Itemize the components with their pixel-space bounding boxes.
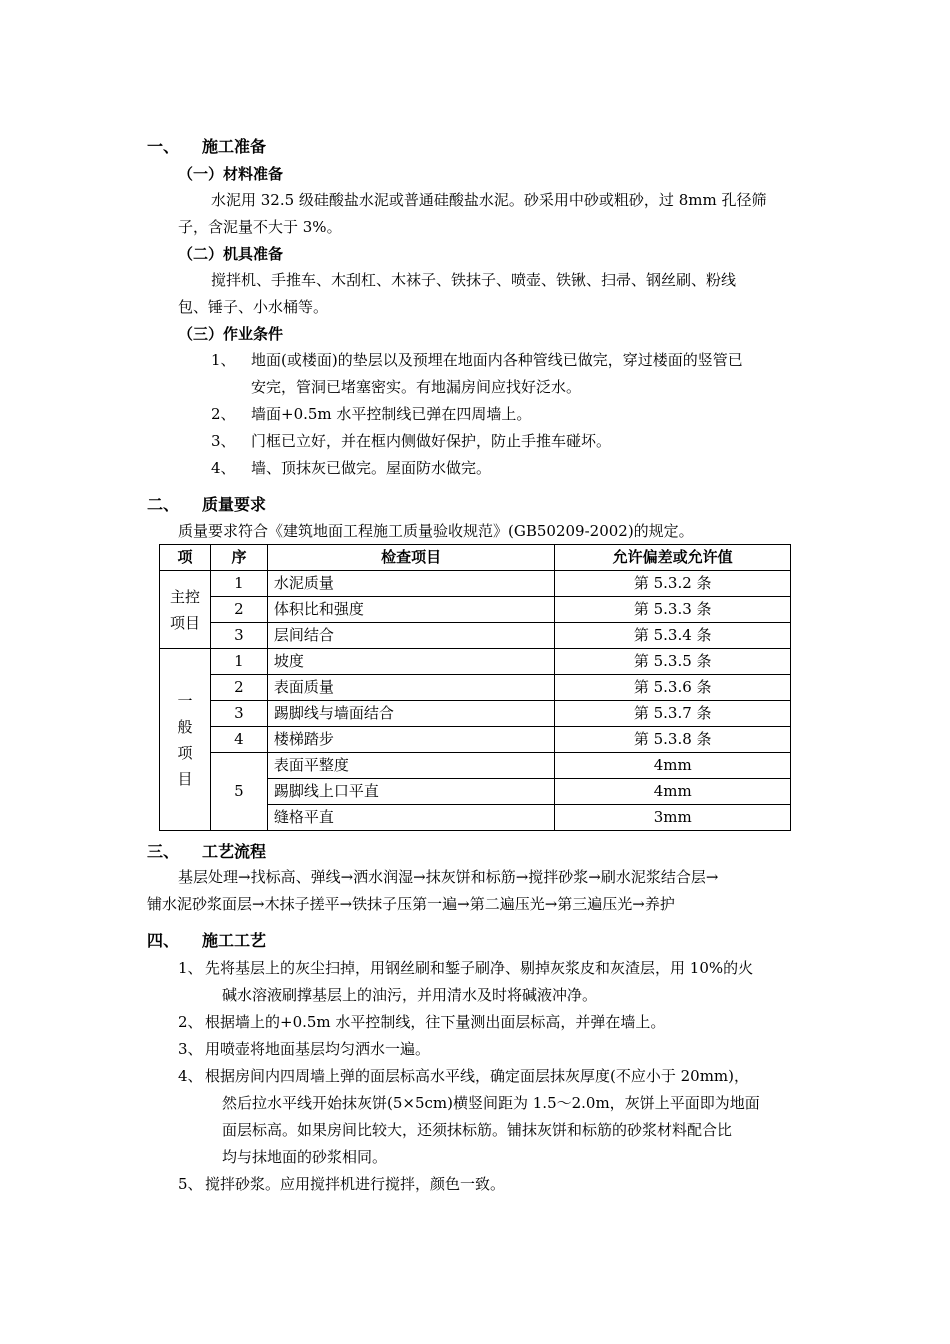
row-value: 第 5.3.6 条 xyxy=(555,675,791,701)
table-row xyxy=(160,571,791,597)
row-value: 第 5.3.8 条 xyxy=(555,727,791,753)
table-row xyxy=(160,701,791,727)
process-flow-line-2: 铺水泥砂浆面层→木抹子搓平→铁抹子压第一遍→第二遍压光→第三遍压光→养护 xyxy=(147,895,675,913)
step-4-number: 4、 xyxy=(178,1067,203,1085)
row-item: 层间结合 xyxy=(267,623,554,649)
row-seq: 4 xyxy=(210,727,267,753)
row-item: 表面平整度 xyxy=(267,753,554,779)
step-4-line-2: 然后拉水平线开始抹灰饼(5×5cm)横竖间距为 1.5～2.0m，灰饼上平面即为地面 xyxy=(222,1094,760,1112)
subsection-tools-title: （二）机具准备 xyxy=(178,245,284,263)
table-row xyxy=(160,753,791,779)
row-seq: 5 xyxy=(210,753,267,831)
table-row xyxy=(160,727,791,753)
step-4-line-3: 面层标高。如果房间比较大，还须抹标筋。铺抹灰饼和标筋的砂浆材料配合比 xyxy=(222,1121,733,1139)
section-4-number: 四、 xyxy=(147,931,180,950)
step-5-text: 搅拌砂浆。应用搅拌机进行搅拌，颜色一致。 xyxy=(205,1175,506,1193)
section-2-number: 二、 xyxy=(147,495,180,514)
section-3-title: 工艺流程 xyxy=(202,842,267,861)
row-item: 踢脚线与墙面结合 xyxy=(267,701,554,727)
condition-1-line-2: 安完，管洞已堵塞密实。有地漏房间应找好泛水。 xyxy=(251,378,582,396)
row-seq: 2 xyxy=(210,675,267,701)
row-value: 4mm xyxy=(555,779,791,805)
group-main-control-label: 主控项目 xyxy=(169,587,200,632)
condition-3-number: 3、 xyxy=(211,432,236,450)
row-item: 坡度 xyxy=(267,649,554,675)
table-row xyxy=(160,623,791,649)
tools-line-2: 包、锤子、小水桶等。 xyxy=(178,298,329,316)
step-5-number: 5、 xyxy=(178,1175,203,1193)
step-2-number: 2、 xyxy=(178,1013,203,1031)
condition-1-number: 1、 xyxy=(211,351,236,369)
condition-4-number: 4、 xyxy=(211,459,236,477)
row-value: 第 5.3.7 条 xyxy=(555,701,791,727)
row-seq: 1 xyxy=(210,649,267,675)
step-3-number: 3、 xyxy=(178,1040,203,1058)
section-4-title: 施工工艺 xyxy=(202,931,267,950)
row-seq: 1 xyxy=(210,571,267,597)
row-value: 3mm xyxy=(555,805,791,831)
row-item: 水泥质量 xyxy=(267,571,554,597)
header-sequence: 序 xyxy=(210,545,267,571)
row-value: 第 5.3.2 条 xyxy=(555,571,791,597)
row-item: 表面质量 xyxy=(267,675,554,701)
subsection-conditions-title: （三）作业条件 xyxy=(178,325,284,343)
row-value: 第 5.3.4 条 xyxy=(555,623,791,649)
step-1-number: 1、 xyxy=(178,959,203,977)
section-3-number: 三、 xyxy=(147,842,180,861)
group-general xyxy=(160,649,211,831)
header-allowed-value: 允许偏差或允许值 xyxy=(555,545,791,571)
group-general-label: 一般项目 xyxy=(177,691,193,788)
section-1-title: 施工准备 xyxy=(202,137,267,156)
quality-intro: 质量要求符合《建筑地面工程施工质量验收规范》(GB50209-2002)的规定。 xyxy=(178,522,694,540)
row-item: 楼梯踏步 xyxy=(267,727,554,753)
row-item: 体积比和强度 xyxy=(267,597,554,623)
row-item: 缝格平直 xyxy=(267,805,554,831)
row-item: 踢脚线上口平直 xyxy=(267,779,554,805)
header-category: 项 xyxy=(160,545,211,571)
step-3-text: 用喷壶将地面基层均匀洒水一遍。 xyxy=(205,1040,431,1058)
section-2-title: 质量要求 xyxy=(202,495,267,514)
condition-2-text: 墙面+0.5m 水平控制线已弹在四周墙上。 xyxy=(251,405,532,423)
condition-4-text: 墙、顶抹灰已做完。屋面防水做完。 xyxy=(251,459,492,477)
step-4-line-4: 均与抹地面的砂浆相同。 xyxy=(222,1148,388,1166)
row-value: 第 5.3.3 条 xyxy=(555,597,791,623)
header-check-item: 检查项目 xyxy=(267,545,554,571)
condition-2-number: 2、 xyxy=(211,405,236,423)
step-1-line-2: 碱水溶液刷撑基层上的油污，并用清水及时将碱液冲净。 xyxy=(222,986,598,1004)
row-seq: 3 xyxy=(210,623,267,649)
table-header-row xyxy=(160,545,791,571)
quality-table xyxy=(159,544,791,831)
table-row xyxy=(160,597,791,623)
materials-line-2: 子，含泥量不大于 3%。 xyxy=(178,218,342,236)
group-main-control xyxy=(160,571,211,649)
tools-line-1: 搅拌机、手推车、木刮杠、木袜子、铁抹子、喷壶、铁锹、扫帚、钢丝刷、粉线 xyxy=(211,271,737,289)
row-value: 第 5.3.5 条 xyxy=(555,649,791,675)
step-2-text: 根据墙上的+0.5m 水平控制线，往下量测出面层标高，并弹在墙上。 xyxy=(205,1013,666,1031)
row-seq: 3 xyxy=(210,701,267,727)
subsection-materials-title: （一）材料准备 xyxy=(178,165,284,183)
step-1-line-1: 先将基层上的灰尘扫掉，用钢丝刷和錾子刷净、剔掉灰浆皮和灰渣层，用 10%的火 xyxy=(205,959,754,977)
condition-1-line-1: 地面(或楼面)的垫层以及预埋在地面内各种管线已做完，穿过楼面的竖管已 xyxy=(251,351,743,369)
row-seq: 2 xyxy=(210,597,267,623)
condition-3-text: 门框已立好，并在框内侧做好保护，防止手推车碰坏。 xyxy=(251,432,612,450)
materials-line-1: 水泥用 32.5 级硅酸盐水泥或普通硅酸盐水泥。砂采用中砂或粗砂，过 8mm 孔径筛 xyxy=(211,191,767,209)
row-value: 4mm xyxy=(555,753,791,779)
table-row xyxy=(160,675,791,701)
table-row xyxy=(160,649,791,675)
process-flow-line-1: 基层处理→找标高、弹线→洒水润湿→抹灰饼和标筋→搅拌砂浆→刷水泥浆结合层→ xyxy=(178,868,719,886)
section-1-number: 一、 xyxy=(147,137,180,156)
step-4-line-1: 根据房间内四周墙上弹的面层标高水平线，确定面层抹灰厚度(不应小于 20mm)， xyxy=(205,1067,750,1085)
